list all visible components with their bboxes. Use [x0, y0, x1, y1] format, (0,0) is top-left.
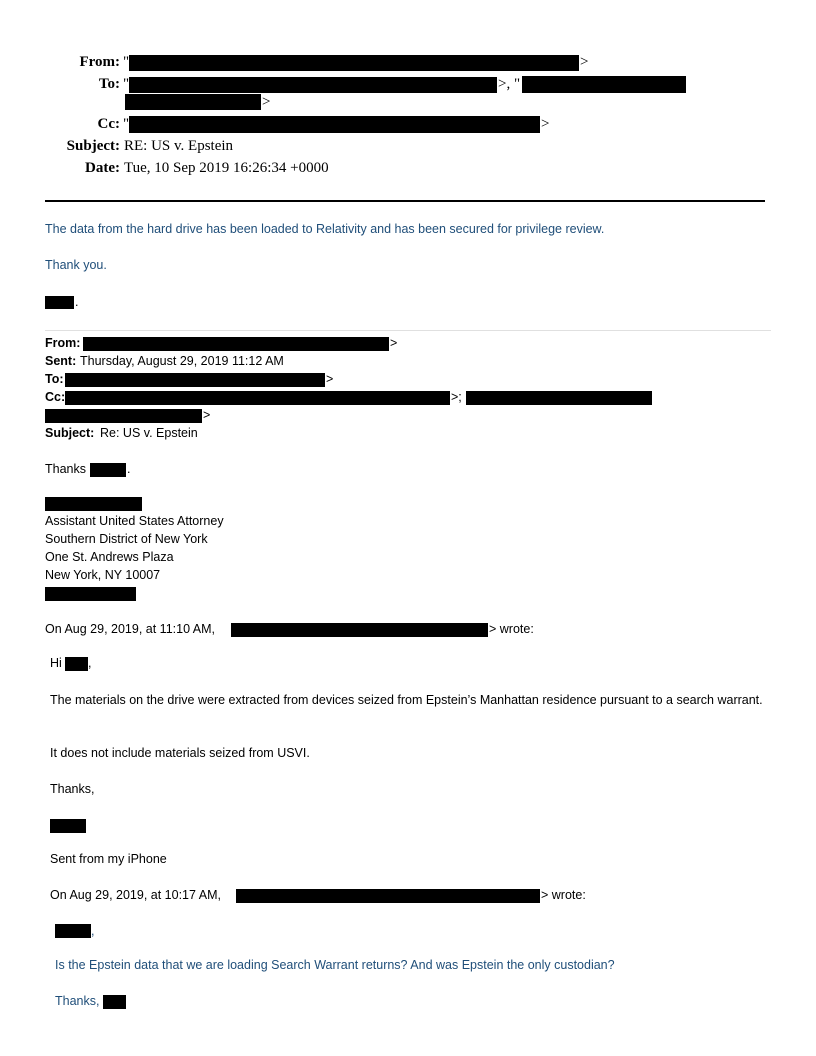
redaction-signoff [45, 296, 74, 309]
msg3-sent-from: Sent from my iPhone [50, 852, 167, 866]
msg2-sig-line-2: Southern District of New York [45, 532, 208, 546]
msg4-wrote: > wrote: [541, 888, 586, 902]
cc-bracket: > [541, 116, 550, 132]
msg3-hi: Hi [50, 656, 62, 670]
redaction-msg3-signoff [50, 819, 86, 833]
msg2-to-bracket: > [326, 372, 334, 386]
redaction-msg4-sender [236, 889, 540, 903]
reply-divider [45, 330, 771, 331]
msg3-thanks: Thanks, [50, 782, 95, 796]
msg2-cc-bracket: > [203, 408, 211, 422]
msg2-cc-sep: >; [451, 390, 462, 404]
msg3-para-1: The materials on the drive were extracted from devices seized from Epstein’s Manhattan residence pursuant to a search warrant. [50, 693, 763, 707]
to-bracket: > [262, 94, 271, 110]
to-quote: " [123, 76, 130, 92]
msg3-hi-comma: , [88, 656, 92, 670]
redaction-msg2-thanks-name [90, 463, 126, 477]
redaction-msg2-cc-2 [466, 391, 652, 405]
redaction-to-2 [522, 76, 686, 93]
from-quote: " [123, 54, 130, 70]
msg2-sig-line-3: One St. Andrews Plaza [45, 550, 174, 564]
msg3-para-2: It does not include materials seized from USVI. [50, 746, 310, 760]
msg4-on-line: On Aug 29, 2019, at 10:17 AM, [50, 888, 221, 902]
cc-quote: " [123, 116, 130, 132]
msg4-question: Is the Epstein data that we are loading Search Warrant returns? And was Epstein the only custodian? [55, 958, 615, 972]
redaction-msg2-cc-3 [45, 409, 202, 423]
msg3-wrote: > wrote: [489, 622, 534, 636]
cc-label: Cc: [97, 116, 120, 132]
redaction-msg2-sig-name [45, 497, 142, 511]
from-label: From: [79, 54, 120, 70]
signoff-dot: . [75, 295, 79, 309]
redaction-msg2-to [65, 373, 325, 387]
date-value: Tue, 10 Sep 2019 16:26:34 +0000 [124, 160, 329, 176]
msg4-greeting-comma: , [91, 924, 95, 938]
redaction-msg3-hi-name [65, 657, 88, 671]
body-line-2: Thank you. [45, 258, 107, 272]
msg4-thanks: Thanks, [55, 994, 100, 1008]
to-label: To: [98, 76, 120, 92]
redaction-to-3 [125, 94, 261, 110]
msg2-thanks: Thanks [45, 462, 86, 476]
from-bracket: > [580, 54, 589, 70]
msg2-sig-line-1: Assistant United States Attorney [45, 514, 224, 528]
msg2-sent-value: Thursday, August 29, 2019 11:12 AM [80, 354, 284, 368]
redaction-msg4-greeting [55, 924, 91, 938]
subject-value: RE: US v. Epstein [124, 138, 234, 154]
msg2-to-label: To: [45, 372, 64, 386]
redaction-msg4-thanks-name [103, 995, 126, 1009]
msg2-sig-line-4: New York, NY 10007 [45, 568, 161, 582]
msg3-on-line: On Aug 29, 2019, at 11:10 AM, [45, 622, 216, 636]
msg2-subject-label: Subject: [45, 426, 95, 440]
msg2-thanks-dot: . [127, 462, 131, 476]
redaction-to-1 [129, 77, 497, 93]
msg2-sent-label: Sent: [45, 354, 77, 368]
msg2-from-label: From: [45, 336, 81, 350]
redaction-msg3-sender [231, 623, 488, 637]
body-line-1: The data from the hard drive has been loaded to Relativity and has been secured for privilege review. [45, 222, 605, 236]
redaction-msg2-sig-extra [45, 587, 136, 601]
msg2-from-bracket: > [390, 336, 398, 350]
to-sep: >, " [498, 76, 521, 92]
msg2-cc-label: Cc: [45, 390, 66, 404]
header-divider [45, 200, 765, 202]
redaction-msg2-from [83, 337, 389, 351]
redaction-cc [129, 116, 540, 133]
redaction-from [129, 55, 579, 71]
msg2-subject-value: Re: US v. Epstein [100, 426, 198, 440]
subject-label: Subject: [66, 138, 120, 154]
redaction-msg2-cc-1 [65, 391, 450, 405]
date-label: Date: [85, 160, 120, 176]
